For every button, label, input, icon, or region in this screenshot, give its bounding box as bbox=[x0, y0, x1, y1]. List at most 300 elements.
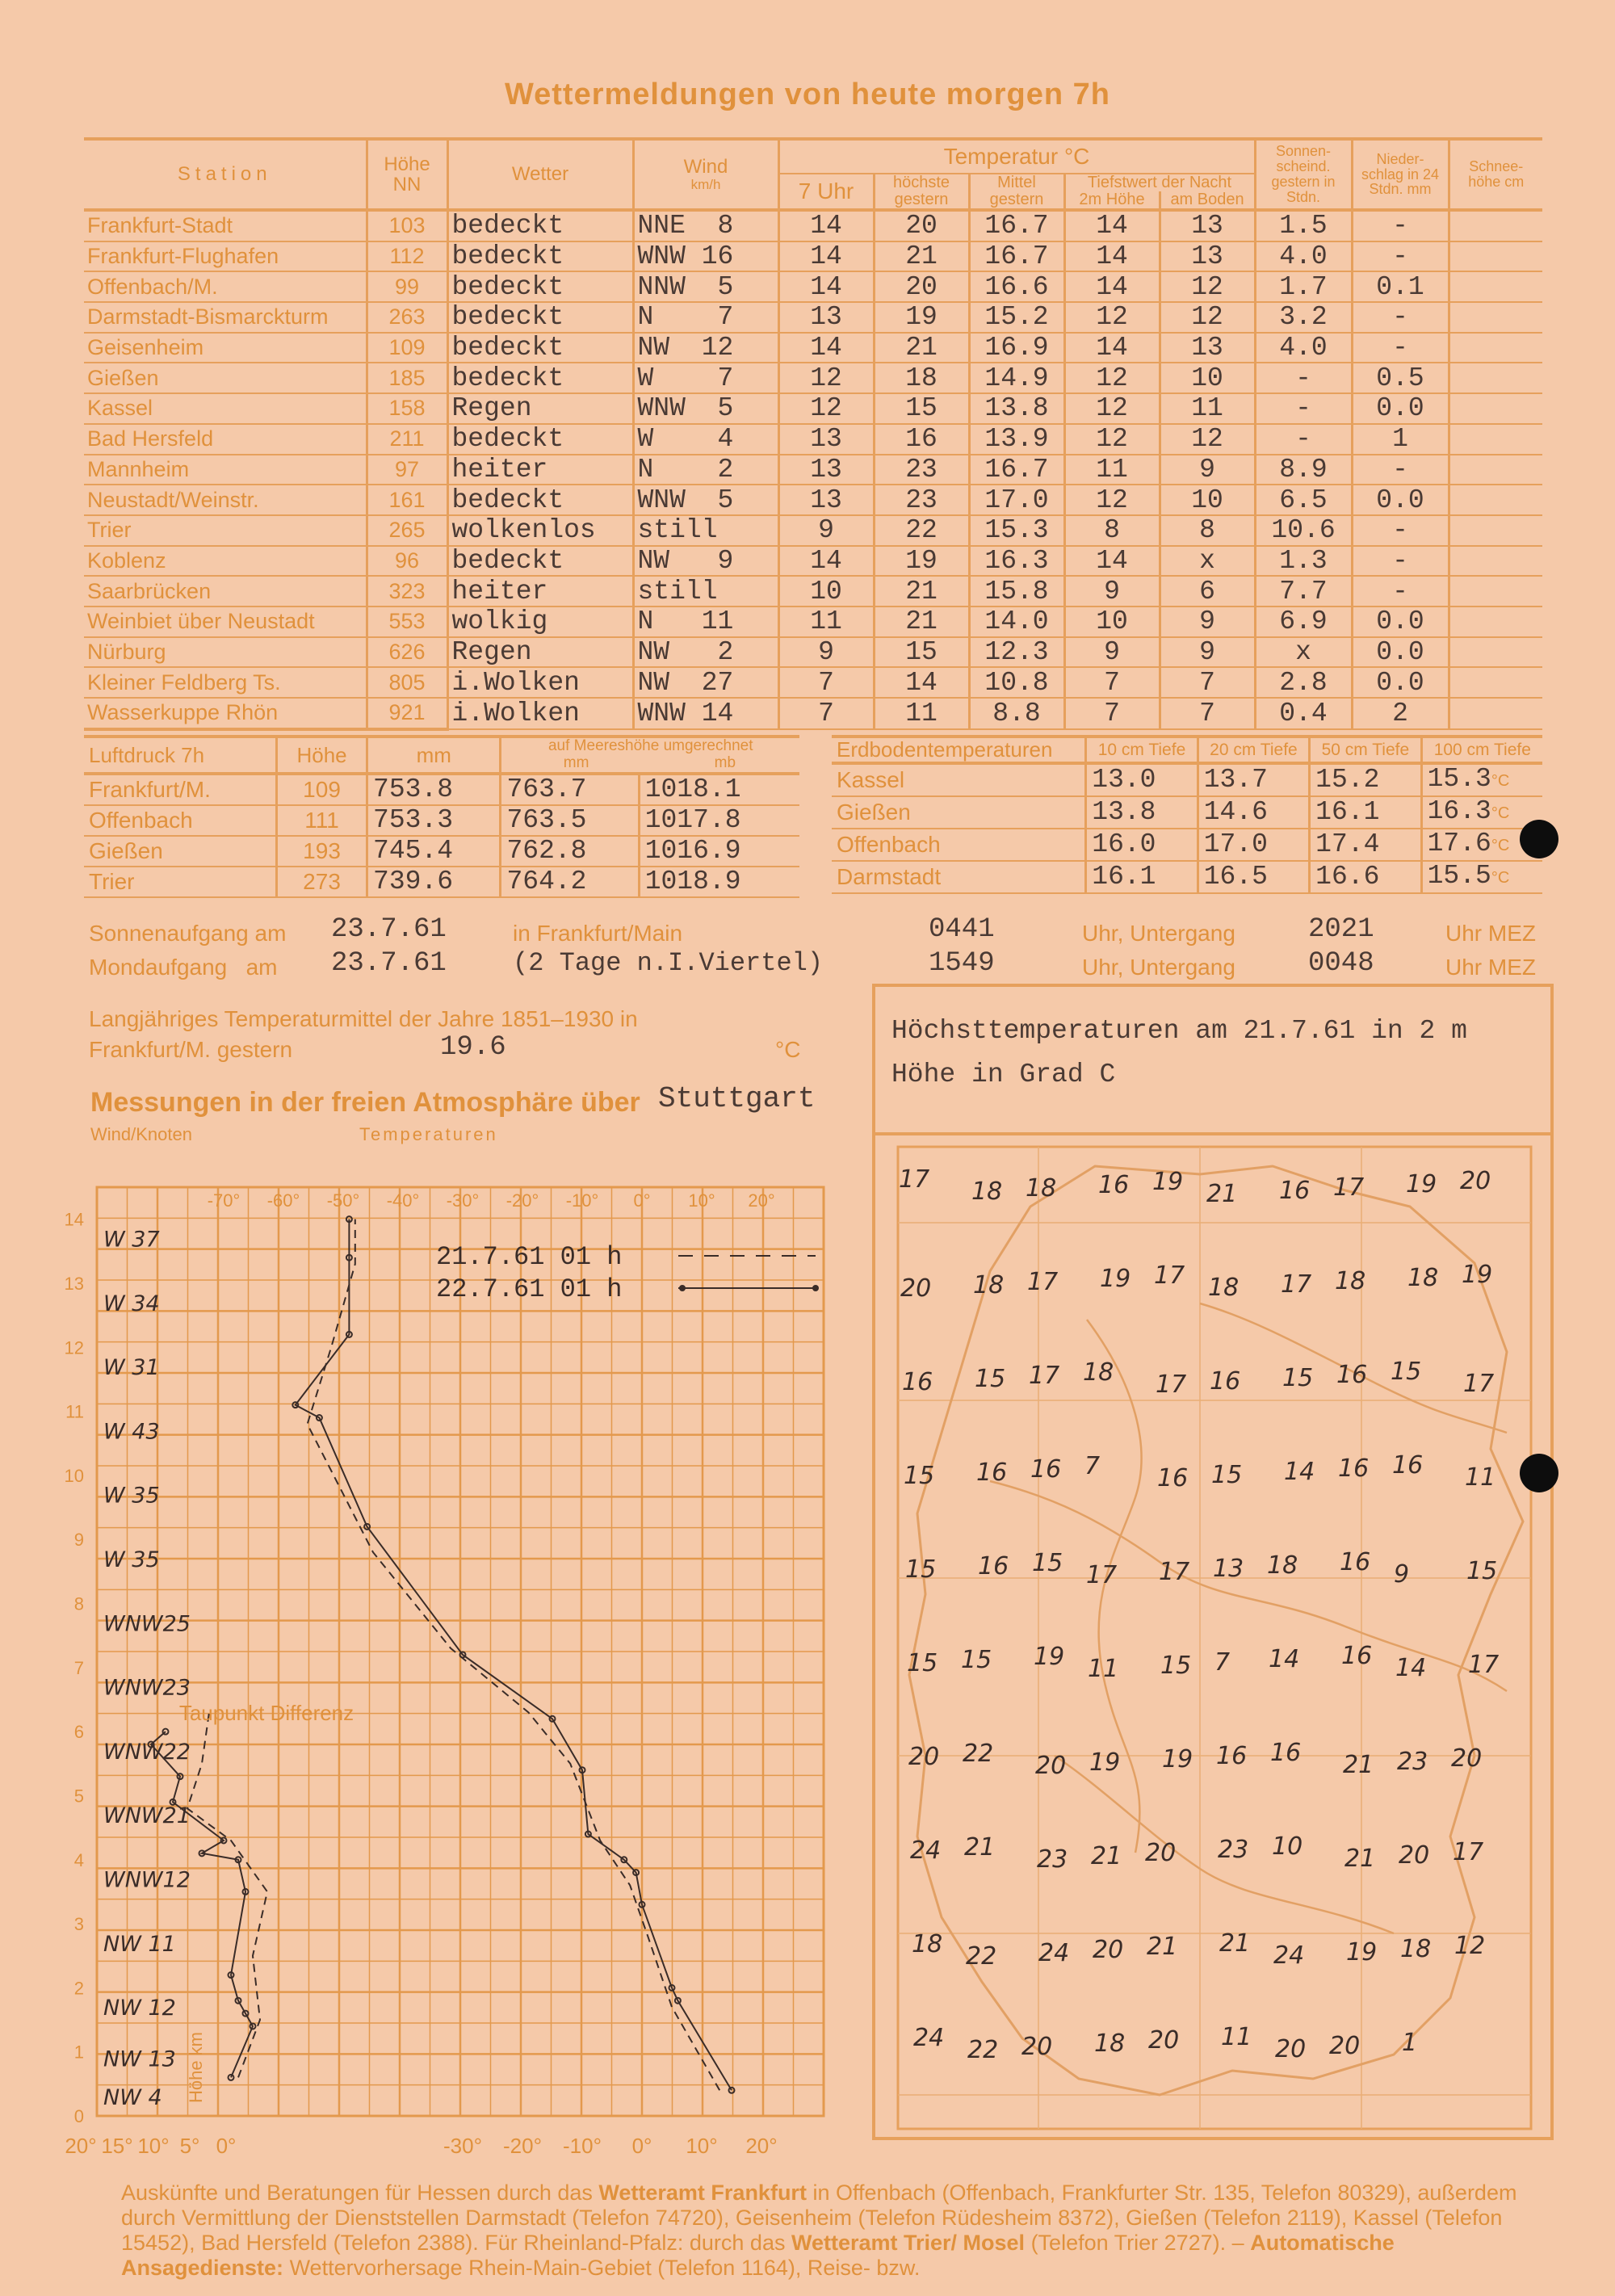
map-temperature-label: 19 bbox=[1152, 1168, 1184, 1196]
cell-wind: NW 2 bbox=[633, 637, 778, 668]
cell-t7: 11 bbox=[778, 607, 874, 637]
cell-min2m: 12 bbox=[1064, 363, 1160, 393]
cell-max: 19 bbox=[874, 546, 969, 577]
cell-sonne: - bbox=[1255, 363, 1352, 393]
cell-minb: 10 bbox=[1160, 363, 1255, 393]
mez-label-2: Uhr MEZ bbox=[1445, 955, 1536, 980]
header-temperatur: Temperatur °C bbox=[778, 139, 1255, 174]
tick-label: -30° bbox=[446, 1190, 480, 1211]
map-temperature-label: 11 bbox=[1221, 2023, 1252, 2051]
cell-t7: 9 bbox=[778, 637, 874, 668]
cell-minb: 9 bbox=[1160, 637, 1255, 668]
map-temperature-label: 20 bbox=[1460, 1167, 1491, 1195]
cell-wetter: bedeckt bbox=[447, 485, 633, 515]
cell-minb: 9 bbox=[1160, 455, 1255, 485]
table-row bbox=[832, 861, 1542, 893]
cell-ort bbox=[832, 829, 1086, 861]
cell-min2m: 8 bbox=[1064, 515, 1160, 546]
map-temperature-label: 20 bbox=[1329, 2032, 1361, 2060]
cell-nn: 805 bbox=[367, 667, 447, 698]
cell-mm: 753.3 bbox=[367, 805, 501, 836]
map-temperature-label: 23 bbox=[1397, 1748, 1428, 1776]
cell-ort: Offenbach bbox=[84, 805, 277, 836]
tick-label: 20° bbox=[748, 1190, 775, 1211]
cell-t50 bbox=[1310, 796, 1421, 829]
cell-t7: 13 bbox=[778, 302, 874, 333]
cell-mittel: 13.8 bbox=[969, 393, 1064, 424]
map-temperature-label: 20 bbox=[900, 1274, 932, 1303]
cell-station: Weinbiet über Neustadt bbox=[84, 607, 367, 637]
map-temperature-label: 24 bbox=[1038, 1939, 1070, 1967]
legend-entry: 22.7.61 01 h bbox=[436, 1274, 623, 1304]
table-row bbox=[84, 698, 1542, 729]
cell-min2m: 14 bbox=[1064, 333, 1160, 363]
luftdruck-table bbox=[84, 735, 799, 898]
series-line bbox=[296, 1219, 732, 2091]
tick-label: 5° bbox=[179, 2134, 200, 2158]
header-hoehe: Höhe NN bbox=[367, 139, 447, 210]
table-row bbox=[832, 796, 1542, 829]
cell-min2m: 12 bbox=[1064, 302, 1160, 333]
wind-label: WNW21 bbox=[103, 1803, 191, 1829]
sunrise-time: 0441 bbox=[929, 914, 995, 945]
cell-mittel: 16.3 bbox=[969, 546, 1064, 577]
cell-wind: WNW 14 bbox=[633, 698, 778, 729]
tick-label: 0° bbox=[631, 2134, 652, 2158]
cell-schnee bbox=[1449, 637, 1542, 668]
height-tick: 3 bbox=[73, 1914, 84, 1935]
wind-label: WNW23 bbox=[103, 1675, 191, 1701]
value: 15.5 bbox=[1427, 860, 1491, 891]
tick-label: -10° bbox=[565, 1190, 599, 1211]
cell-t7: 14 bbox=[778, 333, 874, 363]
cell-wetter: i.Wolken bbox=[447, 698, 633, 729]
header-wetter: Wetter bbox=[447, 139, 633, 210]
cell-minb: 8 bbox=[1160, 515, 1255, 546]
cell-mm: 753.8 bbox=[367, 774, 501, 805]
cell-station: Neustadt/Weinstr. bbox=[84, 485, 367, 515]
height-tick: 4 bbox=[73, 1849, 84, 1870]
map-temperature-label: 16 bbox=[1336, 1361, 1368, 1389]
cell-schnee bbox=[1449, 241, 1542, 272]
map-temperature-label: 24 bbox=[910, 1836, 942, 1865]
value: 16.6 bbox=[1315, 861, 1380, 892]
value: 15.3 bbox=[1427, 763, 1491, 794]
value: Darmstadt bbox=[837, 863, 942, 889]
wind-label: NW 13 bbox=[103, 2046, 176, 2072]
cell-wind: NW 9 bbox=[633, 546, 778, 577]
cell-t7: 7 bbox=[778, 698, 874, 729]
cell-station: Offenbach/M. bbox=[84, 271, 367, 302]
cell-minb: 11 bbox=[1160, 393, 1255, 424]
cell-ort: Frankfurt/M. bbox=[84, 774, 277, 805]
table-row bbox=[84, 241, 1542, 272]
cell-station: Frankfurt-Flughafen bbox=[84, 241, 367, 272]
table-row bbox=[832, 763, 1542, 796]
cell-wetter: bedeckt bbox=[447, 424, 633, 455]
cell-nieder: - bbox=[1352, 546, 1449, 577]
map-temperature-label: 17 bbox=[1086, 1561, 1118, 1589]
value: Gießen bbox=[837, 799, 911, 825]
cell-sonne: 8.9 bbox=[1255, 455, 1352, 485]
map-temperature-label: 18 bbox=[1267, 1551, 1298, 1580]
cell-schnee bbox=[1449, 698, 1542, 729]
cell-t7: 13 bbox=[778, 424, 874, 455]
header-station: Station bbox=[84, 139, 367, 210]
moonrise-label: Mondaufgang am bbox=[89, 955, 278, 980]
value: 15.2 bbox=[1315, 764, 1380, 795]
cell-t50 bbox=[1310, 829, 1421, 861]
cell-max: 21 bbox=[874, 607, 969, 637]
cell-nn: 161 bbox=[367, 485, 447, 515]
map-temperature-label: 19 bbox=[1034, 1643, 1065, 1671]
cell-minb: 7 bbox=[1160, 667, 1255, 698]
map-temperature-label: 20 bbox=[1148, 2026, 1180, 2055]
table-row bbox=[84, 424, 1542, 455]
cell-station: Bad Hersfeld bbox=[84, 424, 367, 455]
wind-label: W 31 bbox=[103, 1355, 160, 1381]
height-tick: 10 bbox=[64, 1465, 84, 1486]
cell-max: 14 bbox=[874, 667, 969, 698]
map-temperature-label: 11 bbox=[1465, 1463, 1496, 1492]
map-temperature-label: 18 bbox=[1208, 1274, 1240, 1302]
series-line bbox=[151, 1731, 253, 2077]
height-tick: 6 bbox=[73, 1722, 84, 1743]
cell-t10 bbox=[1086, 763, 1198, 796]
cell-wetter: i.Wolken bbox=[447, 667, 633, 698]
cell-station: Gießen bbox=[84, 363, 367, 393]
map-temperature-label: 20 bbox=[908, 1743, 940, 1771]
cell-t10 bbox=[1086, 861, 1198, 893]
height-tick: 8 bbox=[73, 1593, 84, 1614]
tick-label: -10° bbox=[563, 2134, 602, 2158]
map-temperature-label: 15 bbox=[1466, 1557, 1498, 1585]
cell-wetter: heiter bbox=[447, 576, 633, 607]
cell-nn: 263 bbox=[367, 302, 447, 333]
map-temperature-label: 18 bbox=[1335, 1267, 1366, 1295]
moonrise-date: 23.7.61 bbox=[331, 948, 447, 979]
map-temperature-label: 18 bbox=[1407, 1264, 1439, 1292]
cell-nn: 921 bbox=[367, 698, 447, 729]
cell-station: Geisenheim bbox=[84, 333, 367, 363]
map-temperature-label: 1 bbox=[1402, 2029, 1418, 2057]
cell-schnee bbox=[1449, 424, 1542, 455]
cell-wetter: bedeckt bbox=[447, 271, 633, 302]
cell-nn: 158 bbox=[367, 393, 447, 424]
map-temperature-label: 15 bbox=[1211, 1461, 1243, 1489]
cell-t7: 7 bbox=[778, 667, 874, 698]
map-temperature-label: 17 bbox=[1029, 1362, 1060, 1390]
cell-sonne: 4.0 bbox=[1255, 241, 1352, 272]
legend-marker bbox=[812, 1285, 819, 1291]
cell-max: 15 bbox=[874, 393, 969, 424]
table-row bbox=[84, 805, 799, 836]
cell-wind: N 7 bbox=[633, 302, 778, 333]
cell-nn: 96 bbox=[367, 546, 447, 577]
cell-max: 15 bbox=[874, 637, 969, 668]
tick-label: 20° bbox=[65, 2134, 97, 2158]
cell-mittel: 13.9 bbox=[969, 424, 1064, 455]
unit-label: °C bbox=[1491, 804, 1510, 822]
map-temperature-label: 18 bbox=[912, 1930, 943, 1958]
cell-wind: W 7 bbox=[633, 363, 778, 393]
header-hoechste: höchste gestern bbox=[874, 174, 969, 210]
tick-label: 15° bbox=[101, 2134, 133, 2158]
footer-text: Auskünfte und Beratungen für Hessen durch das Wetteramt Frankfurt in Offenbach (Offenbach, Frankfurter Str. 135, Telefon 80329), außerdem durch Vermittlung der Dienststellen Darmstadt (Telefon 74720), Geisenheim (Telefon Rüdesheim 8372), Gießen (Telefon 2119), Kassel (Telefon 15452), Bad Hersfeld (Telefon 2388). Für Rheinland-Pfalz: durch das Wetteramt Trier/ Mosel (Telefon Trier 2727). – Automatische Ansagedienste: Wettervorhersage Rhein-Main-Gebiet (Telefon 1164), Reise- bzw. bbox=[121, 2181, 1517, 2280]
cell-t7: 14 bbox=[778, 271, 874, 302]
table-row bbox=[84, 271, 1542, 302]
cell-nieder: - bbox=[1352, 576, 1449, 607]
cell-wetter: bedeckt bbox=[447, 363, 633, 393]
unit-label: °C bbox=[1491, 868, 1510, 887]
cell-mittel: 12.3 bbox=[969, 637, 1064, 668]
map-temperature-label: 21 bbox=[1206, 1180, 1238, 1208]
wind-label: WNW12 bbox=[103, 1867, 191, 1893]
cell-max: 20 bbox=[874, 271, 969, 302]
value: 13.8 bbox=[1092, 796, 1156, 827]
cell-ort: Gießen bbox=[84, 836, 277, 867]
cell-sonne: x bbox=[1255, 637, 1352, 668]
wind-subtitle: Wind/Knoten bbox=[90, 1124, 192, 1144]
tick-label: 10° bbox=[137, 2134, 170, 2158]
cell-nieder: - bbox=[1352, 333, 1449, 363]
map-temperature-label: 17 bbox=[1159, 1558, 1190, 1586]
map-temperature-label: 17 bbox=[1468, 1651, 1500, 1679]
cell-mittel: 8.8 bbox=[969, 698, 1064, 729]
cell-min2m: 10 bbox=[1064, 607, 1160, 637]
cell-wetter: bedeckt bbox=[447, 302, 633, 333]
table-row bbox=[84, 333, 1542, 363]
map-temperature-label: 15 bbox=[1282, 1364, 1314, 1392]
cell-station: Mannheim bbox=[84, 455, 367, 485]
cell-sonne: 1.5 bbox=[1255, 210, 1352, 241]
wind-label: W 37 bbox=[103, 1227, 160, 1253]
cell-nn: 553 bbox=[367, 607, 447, 637]
table-row bbox=[84, 576, 1542, 607]
cell-t10 bbox=[1086, 829, 1198, 861]
value: 16.3 bbox=[1427, 795, 1491, 826]
cell-mittel: 16.7 bbox=[969, 241, 1064, 272]
map-temperature-label: 17 bbox=[899, 1165, 930, 1194]
table-row bbox=[84, 455, 1542, 485]
map-temperature-label: 18 bbox=[973, 1271, 1005, 1299]
table-row bbox=[84, 515, 1542, 546]
cell-nieder: - bbox=[1352, 515, 1449, 546]
map-temperature-label: 19 bbox=[1346, 1938, 1378, 1967]
tick-label: -20° bbox=[505, 1190, 539, 1211]
header-lf-meer-mb: mb bbox=[714, 753, 736, 771]
header-7uhr: 7 Uhr bbox=[778, 174, 874, 210]
cell-t20 bbox=[1198, 796, 1309, 829]
cell-t7: 14 bbox=[778, 210, 874, 241]
map-temperature-label: 16 bbox=[976, 1459, 1008, 1487]
cell-minb: 12 bbox=[1160, 271, 1255, 302]
map-temperature-label: 21 bbox=[1343, 1751, 1374, 1779]
wind-label: W 35 bbox=[103, 1483, 160, 1509]
cell-sonne: 2.8 bbox=[1255, 667, 1352, 698]
cell-nieder: 2 bbox=[1352, 698, 1449, 729]
map-temperature-label: 16 bbox=[1340, 1548, 1371, 1576]
map-temperature-label: 16 bbox=[902, 1368, 933, 1396]
cell-min2m: 14 bbox=[1064, 241, 1160, 272]
header-wind: Wind bbox=[683, 156, 728, 178]
cell-sonne: - bbox=[1255, 424, 1352, 455]
cell-minb: 12 bbox=[1160, 302, 1255, 333]
cell-nieder: - bbox=[1352, 241, 1449, 272]
map-temperature-label: 14 bbox=[1269, 1645, 1300, 1673]
cell-max: 22 bbox=[874, 515, 969, 546]
cell-minb: 12 bbox=[1160, 424, 1255, 455]
map-temperature-label: 9 bbox=[1394, 1560, 1410, 1589]
atmosphere-place: Stuttgart bbox=[658, 1082, 816, 1115]
cell-hoehe: 111 bbox=[277, 805, 367, 836]
cell-nieder: 0.1 bbox=[1352, 271, 1449, 302]
punch-hole-bottom bbox=[1520, 1454, 1558, 1492]
map-temperature-label: 7 bbox=[1084, 1452, 1101, 1480]
cell-mittel: 16.7 bbox=[969, 210, 1064, 241]
cell-schnee bbox=[1449, 302, 1542, 333]
punch-hole-top bbox=[1520, 820, 1558, 858]
map-temperature-label: 21 bbox=[1344, 1845, 1376, 1873]
moon-phase: (2 Tage n.I.Viertel) bbox=[513, 948, 824, 978]
cell-mb: 1017.8 bbox=[639, 805, 799, 836]
map-temperature-label: 22 bbox=[967, 2036, 999, 2064]
wind-label: NW 4 bbox=[103, 2085, 162, 2111]
header-lf-meer: auf Meereshöhe umgerechnet bbox=[547, 737, 753, 754]
wind-label: W 43 bbox=[103, 1419, 160, 1445]
height-tick: 0 bbox=[73, 2106, 84, 2126]
cell-station: Koblenz bbox=[84, 546, 367, 577]
tick-label: 10° bbox=[686, 2134, 718, 2158]
cell-min2m: 7 bbox=[1064, 667, 1160, 698]
map-temperature-label: 16 bbox=[1098, 1171, 1130, 1199]
cell-sonne: 6.5 bbox=[1255, 485, 1352, 515]
cell-t7: 14 bbox=[778, 546, 874, 577]
cell-hoehe: 193 bbox=[277, 836, 367, 867]
cell-meer_mm: 762.8 bbox=[501, 836, 639, 867]
cell-ort bbox=[832, 796, 1086, 829]
tick-label: -40° bbox=[386, 1190, 420, 1211]
cell-mittel: 17.0 bbox=[969, 485, 1064, 515]
cell-min2m: 12 bbox=[1064, 424, 1160, 455]
map-temperature-label: 22 bbox=[963, 1740, 994, 1768]
map-temperature-label: 16 bbox=[1392, 1451, 1424, 1480]
cell-sonne: 4.0 bbox=[1255, 333, 1352, 363]
map-temperature-label: 21 bbox=[964, 1833, 996, 1862]
mittel-value: 19.6 bbox=[440, 1032, 506, 1063]
cell-min2m: 12 bbox=[1064, 393, 1160, 424]
cell-nn: 112 bbox=[367, 241, 447, 272]
cell-t7: 10 bbox=[778, 576, 874, 607]
tick-label: -20° bbox=[503, 2134, 542, 2158]
table-row bbox=[84, 302, 1542, 333]
table-row bbox=[84, 393, 1542, 424]
map-temperature-label: 19 bbox=[1406, 1170, 1437, 1198]
unit-label: °C bbox=[1491, 836, 1510, 854]
cell-t20 bbox=[1198, 829, 1309, 861]
table-row bbox=[84, 667, 1542, 698]
cell-station: Darmstadt-Bismarckturm bbox=[84, 302, 367, 333]
cell-minb: 13 bbox=[1160, 210, 1255, 241]
cell-minb: 6 bbox=[1160, 576, 1255, 607]
cell-t7: 14 bbox=[778, 241, 874, 272]
cell-t20 bbox=[1198, 861, 1309, 893]
cell-wind: N 2 bbox=[633, 455, 778, 485]
sunrise-label: Sonnenaufgang am bbox=[89, 921, 287, 946]
cell-schnee bbox=[1449, 576, 1542, 607]
mez-label: Uhr MEZ bbox=[1445, 921, 1536, 946]
cell-schnee bbox=[1449, 271, 1542, 302]
header-lf-meer-mm: mm bbox=[563, 753, 589, 771]
map-temperature-label: 17 bbox=[1453, 1838, 1484, 1866]
cell-nieder: 0.5 bbox=[1352, 363, 1449, 393]
cell-ort: Trier bbox=[84, 867, 277, 897]
cell-sonne: 7.7 bbox=[1255, 576, 1352, 607]
cell-max: 21 bbox=[874, 241, 969, 272]
cell-nn: 185 bbox=[367, 363, 447, 393]
map-temperature-label: 16 bbox=[1030, 1455, 1062, 1484]
map-temperature-label: 14 bbox=[1284, 1458, 1315, 1486]
cell-station: Kleiner Feldberg Ts. bbox=[84, 667, 367, 698]
map-temperature-label: 14 bbox=[1395, 1654, 1427, 1682]
table-row bbox=[84, 637, 1542, 668]
cell-t7: 13 bbox=[778, 455, 874, 485]
height-tick: 7 bbox=[73, 1657, 84, 1678]
value: 17.4 bbox=[1315, 829, 1380, 859]
map-temperature-label: 20 bbox=[1035, 1752, 1067, 1780]
cell-max: 21 bbox=[874, 333, 969, 363]
cell-minb: 7 bbox=[1160, 698, 1255, 729]
cell-nn: 265 bbox=[367, 515, 447, 546]
map-temperature-label: 16 bbox=[1216, 1742, 1248, 1770]
cell-minb: 13 bbox=[1160, 333, 1255, 363]
map-temperature-label: 18 bbox=[1094, 2029, 1126, 2058]
header-tiefst-boden: am Boden bbox=[1159, 191, 1254, 208]
tick-label: -50° bbox=[326, 1190, 360, 1211]
value: 13.7 bbox=[1203, 764, 1268, 795]
map-temperature-label: 15 bbox=[1032, 1549, 1063, 1577]
cell-ort bbox=[832, 763, 1086, 796]
map-temperature-label: 19 bbox=[1089, 1748, 1121, 1777]
cell-nn: 99 bbox=[367, 271, 447, 302]
header-eb-100: 100 cm Tiefe bbox=[1421, 737, 1542, 763]
map-temperature-label: 20 bbox=[1145, 1839, 1177, 1867]
cell-sonne: 1.7 bbox=[1255, 271, 1352, 302]
cell-minb: 10 bbox=[1160, 485, 1255, 515]
cell-nn: 626 bbox=[367, 637, 447, 668]
value: 14.6 bbox=[1203, 796, 1268, 827]
cell-schnee bbox=[1449, 393, 1542, 424]
wind-label: NW 11 bbox=[103, 1931, 176, 1957]
map-temperature-label: 18 bbox=[1083, 1358, 1114, 1387]
location-label: in Frankfurt/Main bbox=[513, 921, 683, 946]
map-temperature-label: 21 bbox=[1091, 1842, 1122, 1870]
cell-t7: 13 bbox=[778, 485, 874, 515]
sunrise-date: 23.7.61 bbox=[331, 914, 447, 945]
map-temperature-label: 15 bbox=[975, 1365, 1006, 1393]
header-schnee: Schnee-höhe cm bbox=[1449, 139, 1542, 210]
cell-hoehe: 273 bbox=[277, 867, 367, 897]
wind-label: WNW25 bbox=[103, 1611, 191, 1637]
cell-mm: 739.6 bbox=[367, 867, 501, 897]
map-temperature-label: 12 bbox=[1454, 1932, 1486, 1960]
cell-wind: WNW 5 bbox=[633, 485, 778, 515]
height-tick: 9 bbox=[73, 1530, 84, 1551]
cell-sonne: 0.4 bbox=[1255, 698, 1352, 729]
legend-entry: 21.7.61 01 h bbox=[436, 1242, 623, 1272]
wind-label: WNW22 bbox=[103, 1739, 191, 1765]
map-temperature-label: 18 bbox=[1026, 1174, 1057, 1203]
